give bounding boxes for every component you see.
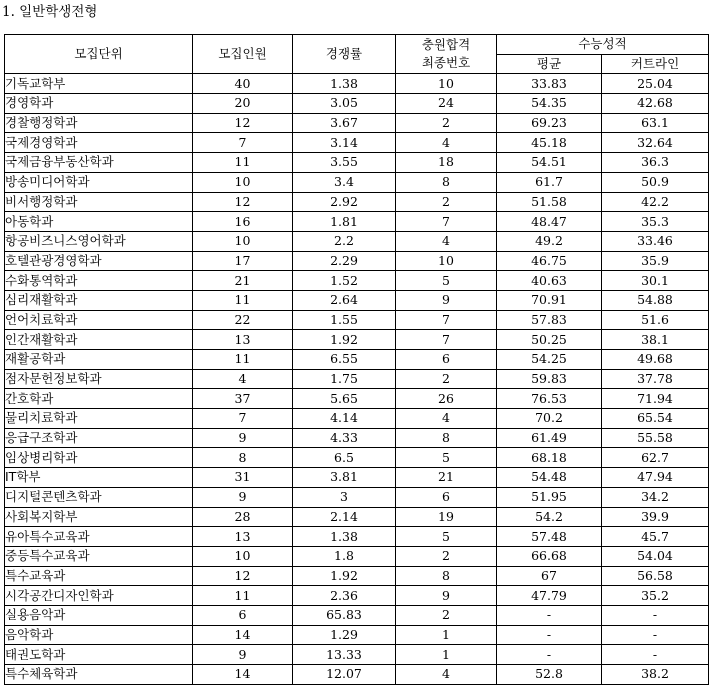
cutoff-cell: 54.04 — [602, 546, 709, 566]
rate-cell: 3.67 — [293, 113, 396, 133]
average-cell: - — [497, 645, 602, 665]
table-row — [5, 448, 709, 468]
rate-cell: 6.5 — [293, 448, 396, 468]
waitlist-cell: 4 — [396, 133, 497, 153]
table-row — [5, 330, 709, 350]
average-cell: 59.83 — [497, 369, 602, 389]
table-row — [5, 428, 709, 448]
average-cell: 70.91 — [497, 290, 602, 310]
rate-cell: 6.55 — [293, 350, 396, 370]
waitlist-cell: 2 — [396, 192, 497, 212]
waitlist-cell: 5 — [396, 271, 497, 291]
waitlist-cell: 26 — [396, 389, 497, 409]
quota-cell: 10 — [193, 172, 293, 192]
quota-cell: 11 — [193, 586, 293, 606]
average-cell: 57.83 — [497, 310, 602, 330]
quota-cell: 22 — [193, 310, 293, 330]
waitlist-cell: 9 — [396, 586, 497, 606]
dept-cell: 점자문헌정보학과 — [5, 369, 193, 389]
dept-cell: 수화통역학과 — [5, 271, 193, 291]
cutoff-cell: 45.7 — [602, 527, 709, 547]
header-cutoff: 커트라인 — [602, 54, 709, 74]
dept-cell: 물리치료학과 — [5, 409, 193, 429]
average-cell: 48.47 — [497, 212, 602, 232]
cutoff-cell: 35.2 — [602, 586, 709, 606]
average-cell: 47.79 — [497, 586, 602, 606]
quota-cell: 28 — [193, 507, 293, 527]
average-cell: 33.83 — [497, 74, 602, 94]
waitlist-cell: 2 — [396, 369, 497, 389]
dept-cell: 인간재활학과 — [5, 330, 193, 350]
quota-cell: 10 — [193, 231, 293, 251]
dept-cell: 기독교학부 — [5, 74, 193, 94]
average-cell: 54.35 — [497, 94, 602, 114]
table-row — [5, 113, 709, 133]
dept-cell: 호텔관광경영학과 — [5, 251, 193, 271]
waitlist-cell: 21 — [396, 468, 497, 488]
rate-cell: 65.83 — [293, 605, 396, 625]
cutoff-cell: 71.94 — [602, 389, 709, 409]
average-cell: 66.68 — [497, 546, 602, 566]
waitlist-cell: 8 — [396, 428, 497, 448]
cutoff-cell: 47.94 — [602, 468, 709, 488]
rate-cell: 4.33 — [293, 428, 396, 448]
cutoff-cell: 33.46 — [602, 231, 709, 251]
table-row — [5, 527, 709, 547]
cutoff-cell: 36.3 — [602, 153, 709, 173]
dept-cell: 디지털콘텐츠학과 — [5, 487, 193, 507]
average-cell: 61.49 — [497, 428, 602, 448]
dept-cell: 심리재활학과 — [5, 290, 193, 310]
average-cell: 61.7 — [497, 172, 602, 192]
average-cell: 54.48 — [497, 468, 602, 488]
cutoff-cell: 35.3 — [602, 212, 709, 232]
average-cell: - — [497, 625, 602, 645]
quota-cell: 6 — [193, 605, 293, 625]
quota-cell: 4 — [193, 369, 293, 389]
dept-cell: 특수교육과 — [5, 566, 193, 586]
rate-cell: 2.36 — [293, 586, 396, 606]
table-row — [5, 665, 709, 685]
rate-cell: 1.92 — [293, 330, 396, 350]
waitlist-cell: 2 — [396, 546, 497, 566]
cutoff-cell: - — [602, 645, 709, 665]
quota-cell: 20 — [193, 94, 293, 114]
quota-cell: 13 — [193, 330, 293, 350]
table-row — [5, 369, 709, 389]
table-row — [5, 566, 709, 586]
quota-cell: 10 — [193, 546, 293, 566]
rate-cell: 2.14 — [293, 507, 396, 527]
dept-cell: 유아특수교육과 — [5, 527, 193, 547]
rate-cell: 1.8 — [293, 546, 396, 566]
average-cell: 52.8 — [497, 665, 602, 685]
quota-cell: 37 — [193, 389, 293, 409]
waitlist-cell: 7 — [396, 212, 497, 232]
cutoff-cell: 63.1 — [602, 113, 709, 133]
cutoff-cell: 39.9 — [602, 507, 709, 527]
table-row — [5, 350, 709, 370]
table-row — [5, 389, 709, 409]
quota-cell: 12 — [193, 192, 293, 212]
waitlist-cell: 7 — [396, 310, 497, 330]
quota-cell: 7 — [193, 409, 293, 429]
section-title: 1. 일반학생전형 — [2, 4, 98, 20]
average-cell: 70.2 — [497, 409, 602, 429]
rate-cell: 1.38 — [293, 74, 396, 94]
quota-cell: 11 — [193, 290, 293, 310]
waitlist-cell: 24 — [396, 94, 497, 114]
rate-cell: 4.14 — [293, 409, 396, 429]
dept-cell: 간호학과 — [5, 389, 193, 409]
cutoff-cell: 50.9 — [602, 172, 709, 192]
quota-cell: 13 — [193, 527, 293, 547]
average-cell: 51.58 — [497, 192, 602, 212]
dept-cell: 국제경영학과 — [5, 133, 193, 153]
waitlist-cell: 19 — [396, 507, 497, 527]
cutoff-cell: 30.1 — [602, 271, 709, 291]
average-cell: 45.18 — [497, 133, 602, 153]
rate-cell: 2.29 — [293, 251, 396, 271]
quota-cell: 11 — [193, 153, 293, 173]
cutoff-cell: 49.68 — [602, 350, 709, 370]
header-rate: 경쟁률 — [293, 35, 396, 74]
quota-cell: 7 — [193, 133, 293, 153]
cutoff-cell: 34.2 — [602, 487, 709, 507]
table-row — [5, 546, 709, 566]
table-row — [5, 409, 709, 429]
average-cell: 49.2 — [497, 231, 602, 251]
average-cell: 57.48 — [497, 527, 602, 547]
waitlist-cell: 2 — [396, 605, 497, 625]
waitlist-cell: 1 — [396, 645, 497, 665]
cutoff-cell: 55.58 — [602, 428, 709, 448]
average-cell: 54.2 — [497, 507, 602, 527]
quota-cell: 31 — [193, 468, 293, 488]
waitlist-cell: 4 — [396, 665, 497, 685]
table-body — [5, 74, 709, 684]
cutoff-cell: 54.88 — [602, 290, 709, 310]
dept-cell: 항공비즈니스영어학과 — [5, 231, 193, 251]
table-row — [5, 586, 709, 606]
rate-cell: 3.14 — [293, 133, 396, 153]
average-cell: 46.75 — [497, 251, 602, 271]
dept-cell: 응급구조학과 — [5, 428, 193, 448]
table-row — [5, 487, 709, 507]
cutoff-cell: 38.1 — [602, 330, 709, 350]
cutoff-cell: - — [602, 605, 709, 625]
dept-cell: IT학부 — [5, 468, 193, 488]
table-row — [5, 310, 709, 330]
admissions-table — [4, 34, 709, 685]
average-cell: 50.25 — [497, 330, 602, 350]
header-dept: 모집단위 — [5, 35, 193, 74]
table-row — [5, 468, 709, 488]
dept-cell: 태권도학과 — [5, 645, 193, 665]
dept-cell: 음악학과 — [5, 625, 193, 645]
average-cell: 76.53 — [497, 389, 602, 409]
dept-cell: 실용음악과 — [5, 605, 193, 625]
table-row — [5, 172, 709, 192]
header-waitlist-line1: 충원합격 — [421, 37, 471, 53]
table-header — [5, 35, 709, 74]
quota-cell: 40 — [193, 74, 293, 94]
quota-cell: 9 — [193, 428, 293, 448]
cutoff-cell: 38.2 — [602, 665, 709, 685]
dept-cell: 특수체육학과 — [5, 665, 193, 685]
rate-cell: 1.52 — [293, 271, 396, 291]
average-cell: 67 — [497, 566, 602, 586]
waitlist-cell: 6 — [396, 350, 497, 370]
rate-cell: 3.4 — [293, 172, 396, 192]
quota-cell: 9 — [193, 487, 293, 507]
waitlist-cell: 9 — [396, 290, 497, 310]
dept-cell: 국제금융부동산학과 — [5, 153, 193, 173]
dept-cell: 시각공간디자인학과 — [5, 586, 193, 606]
quota-cell: 21 — [193, 271, 293, 291]
rate-cell: 1.75 — [293, 369, 396, 389]
quota-cell: 9 — [193, 645, 293, 665]
waitlist-cell: 7 — [396, 330, 497, 350]
cutoff-cell: 37.78 — [602, 369, 709, 389]
average-cell: 69.23 — [497, 113, 602, 133]
average-cell: 54.25 — [497, 350, 602, 370]
rate-cell: 5.65 — [293, 389, 396, 409]
table-row — [5, 212, 709, 232]
waitlist-cell: 4 — [396, 409, 497, 429]
header-average: 평균 — [497, 54, 602, 74]
dept-cell: 사회복지학부 — [5, 507, 193, 527]
dept-cell: 방송미디어학과 — [5, 172, 193, 192]
waitlist-cell: 1 — [396, 625, 497, 645]
table-row — [5, 133, 709, 153]
cutoff-cell: 35.9 — [602, 251, 709, 271]
cutoff-cell: 62.7 — [602, 448, 709, 468]
header-row — [5, 35, 709, 55]
rate-cell: 1.55 — [293, 310, 396, 330]
table-row — [5, 74, 709, 94]
waitlist-cell: 4 — [396, 231, 497, 251]
rate-cell: 2.92 — [293, 192, 396, 212]
cutoff-cell: 42.68 — [602, 94, 709, 114]
table-row — [5, 290, 709, 310]
quota-cell: 17 — [193, 251, 293, 271]
cutoff-cell: 42.2 — [602, 192, 709, 212]
dept-cell: 경찰행정학과 — [5, 113, 193, 133]
table-row — [5, 271, 709, 291]
rate-cell: 1.38 — [293, 527, 396, 547]
waitlist-cell: 8 — [396, 172, 497, 192]
average-cell: 54.51 — [497, 153, 602, 173]
table-row — [5, 231, 709, 251]
quota-cell: 11 — [193, 350, 293, 370]
dept-cell: 비서행정학과 — [5, 192, 193, 212]
waitlist-cell: 5 — [396, 527, 497, 547]
quota-cell: 12 — [193, 113, 293, 133]
header-quota: 모집인원 — [193, 35, 293, 74]
rate-cell: 2.2 — [293, 231, 396, 251]
waitlist-cell: 2 — [396, 113, 497, 133]
rate-cell: 13.33 — [293, 645, 396, 665]
table-row — [5, 605, 709, 625]
waitlist-cell: 10 — [396, 74, 497, 94]
header-suneung: 수능성적 — [497, 35, 709, 55]
waitlist-cell: 5 — [396, 448, 497, 468]
rate-cell: 2.64 — [293, 290, 396, 310]
rate-cell: 1.81 — [293, 212, 396, 232]
quota-cell: 16 — [193, 212, 293, 232]
rate-cell: 1.29 — [293, 625, 396, 645]
cutoff-cell: 65.54 — [602, 409, 709, 429]
quota-cell: 8 — [193, 448, 293, 468]
dept-cell: 임상병리학과 — [5, 448, 193, 468]
cutoff-cell: 25.04 — [602, 74, 709, 94]
table-row — [5, 251, 709, 271]
dept-cell: 중등특수교육과 — [5, 546, 193, 566]
dept-cell: 언어치료학과 — [5, 310, 193, 330]
cutoff-cell: 56.58 — [602, 566, 709, 586]
cutoff-cell: 32.64 — [602, 133, 709, 153]
average-cell: 40.63 — [497, 271, 602, 291]
quota-cell: 14 — [193, 665, 293, 685]
dept-cell: 재활공학과 — [5, 350, 193, 370]
rate-cell: 3.05 — [293, 94, 396, 114]
waitlist-cell: 10 — [396, 251, 497, 271]
average-cell: - — [497, 605, 602, 625]
table-row — [5, 625, 709, 645]
rate-cell: 12.07 — [293, 665, 396, 685]
header-waitlist — [396, 35, 497, 74]
table-row — [5, 507, 709, 527]
table-row — [5, 645, 709, 665]
quota-cell: 14 — [193, 625, 293, 645]
table-row — [5, 153, 709, 173]
cutoff-cell: - — [602, 625, 709, 645]
rate-cell: 1.92 — [293, 566, 396, 586]
rate-cell: 3 — [293, 487, 396, 507]
average-cell: 68.18 — [497, 448, 602, 468]
dept-cell: 아동학과 — [5, 212, 193, 232]
rate-cell: 3.55 — [293, 153, 396, 173]
header-waitlist-line2: 최종번호 — [421, 55, 471, 71]
waitlist-cell: 18 — [396, 153, 497, 173]
table-row — [5, 94, 709, 114]
average-cell: 51.95 — [497, 487, 602, 507]
cutoff-cell: 51.6 — [602, 310, 709, 330]
waitlist-cell: 8 — [396, 566, 497, 586]
dept-cell: 경영학과 — [5, 94, 193, 114]
rate-cell: 3.81 — [293, 468, 396, 488]
waitlist-cell: 6 — [396, 487, 497, 507]
quota-cell: 12 — [193, 566, 293, 586]
table-row — [5, 192, 709, 212]
